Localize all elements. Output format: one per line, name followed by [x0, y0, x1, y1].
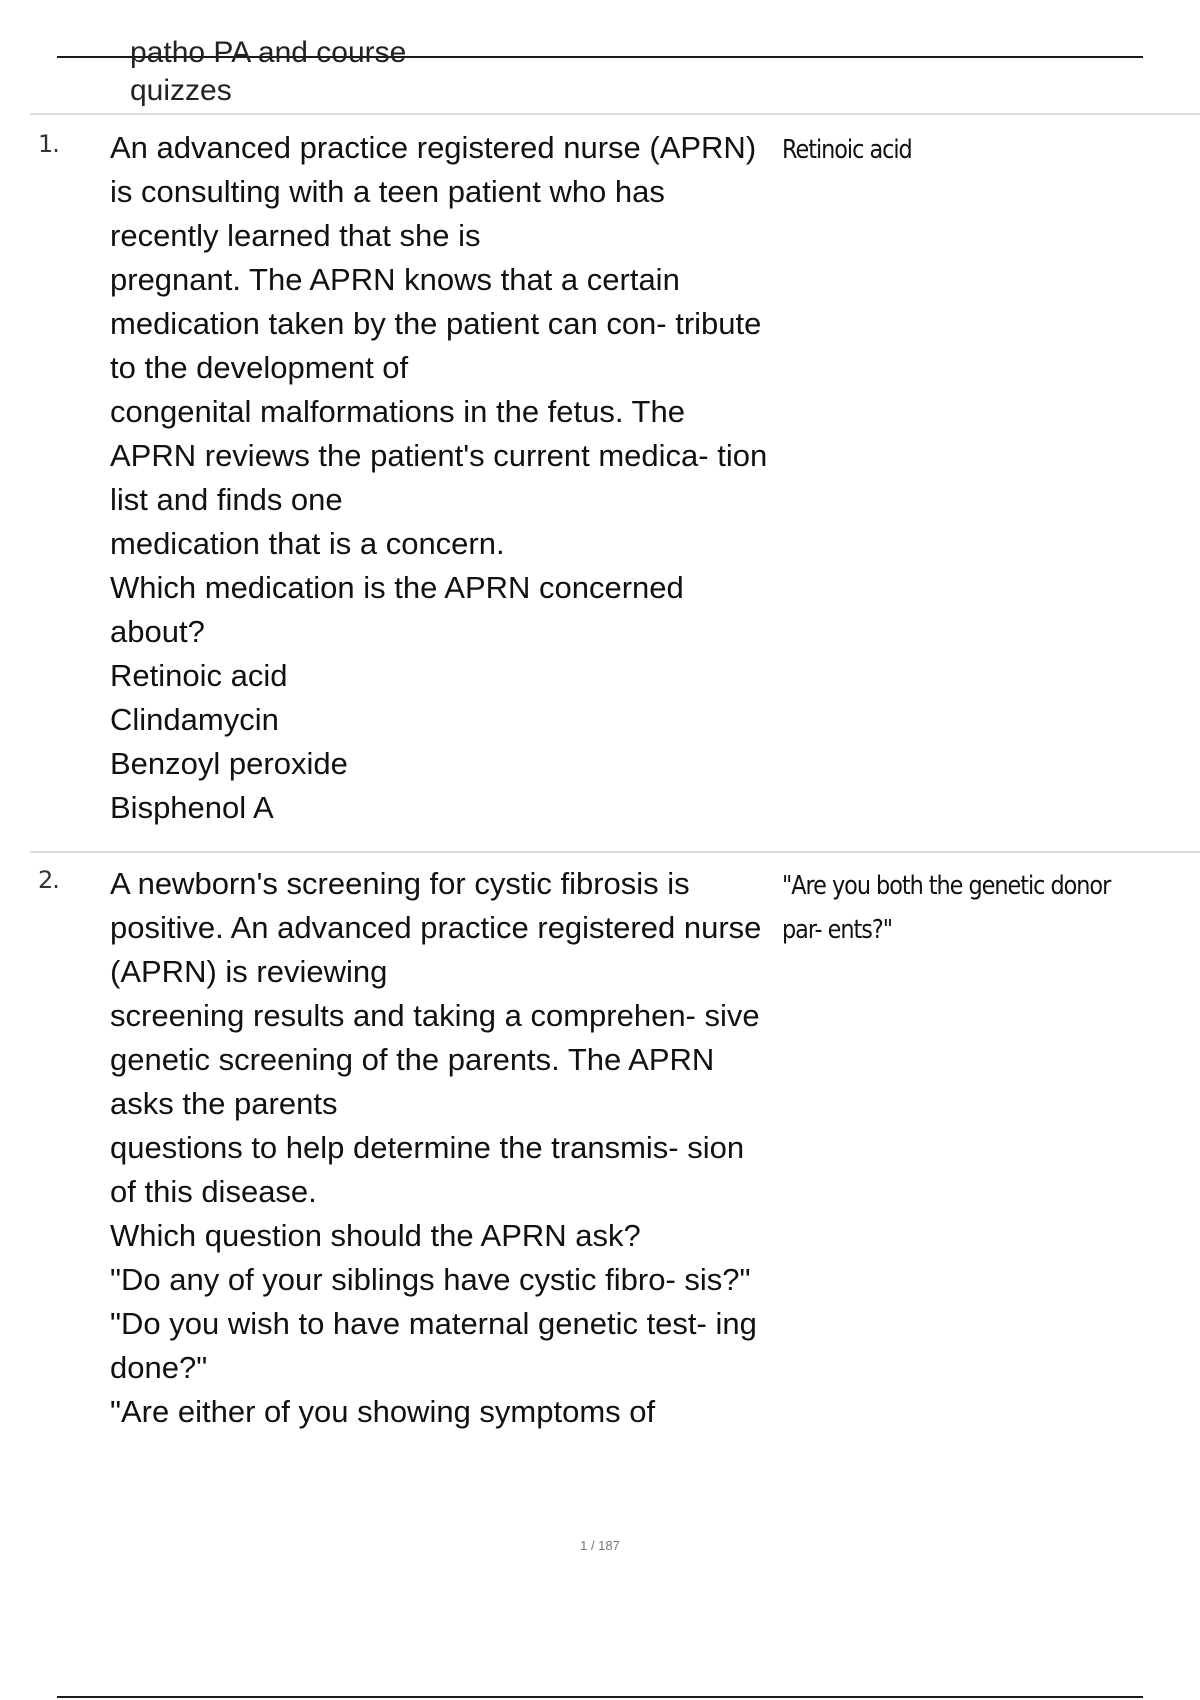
- question-text: [110, 862, 770, 1434]
- correct-answer: "Are you both the genetic donor par- ents?": [782, 871, 1111, 945]
- answer-option: Benzoyl peroxide: [110, 746, 348, 781]
- question-prompt: Which medication is the APRN concerned about?: [110, 570, 684, 649]
- question-text: [110, 126, 770, 830]
- answer-option: "Do any of your siblings have cystic fibro- sis?": [110, 1262, 751, 1297]
- correct-answer: Retinoic acid: [782, 135, 912, 165]
- question-paragraph: congenital malformations in the fetus. The APRN reviews the patient's current medica- tion list and finds one: [110, 394, 768, 517]
- footer-rule: [57, 1696, 1143, 1698]
- question-paragraph: pregnant. The APRN knows that a certain medication taken by the patient can con- tribute to the development of: [110, 262, 762, 385]
- card-divider: [30, 851, 1200, 853]
- card-divider: [30, 113, 1200, 115]
- question-paragraph: medication that is a concern.: [110, 526, 505, 561]
- question-paragraph: An advanced practice registered nurse (APRN) is consulting with a teen patient who has recently learned that she is: [110, 130, 757, 253]
- answer-option: Clindamycin: [110, 702, 279, 737]
- answer-option: "Do you wish to have maternal genetic test- ing done?": [110, 1306, 757, 1385]
- answer-option: "Are either of you showing symptoms of: [110, 1394, 656, 1429]
- question-prompt: Which question should the APRN ask?: [110, 1218, 641, 1253]
- answer-option: Retinoic acid: [110, 658, 288, 693]
- document-title: patho PA and course quizzes: [130, 36, 407, 107]
- question-paragraph: screening results and taking a comprehen- sive genetic screening of the parents. The APRN asks the parents: [110, 998, 760, 1121]
- question-number: 2.: [38, 866, 59, 894]
- question-paragraph: questions to help determine the transmis- sion of this disease.: [110, 1130, 745, 1209]
- page-number: 1 / 187: [580, 1538, 620, 1553]
- question-number: 1.: [38, 130, 59, 158]
- answer-option: Bisphenol A: [110, 790, 274, 825]
- question-paragraph: A newborn's screening for cystic fibrosis is positive. An advanced practice registered nurse (APRN) is reviewing: [110, 866, 762, 989]
